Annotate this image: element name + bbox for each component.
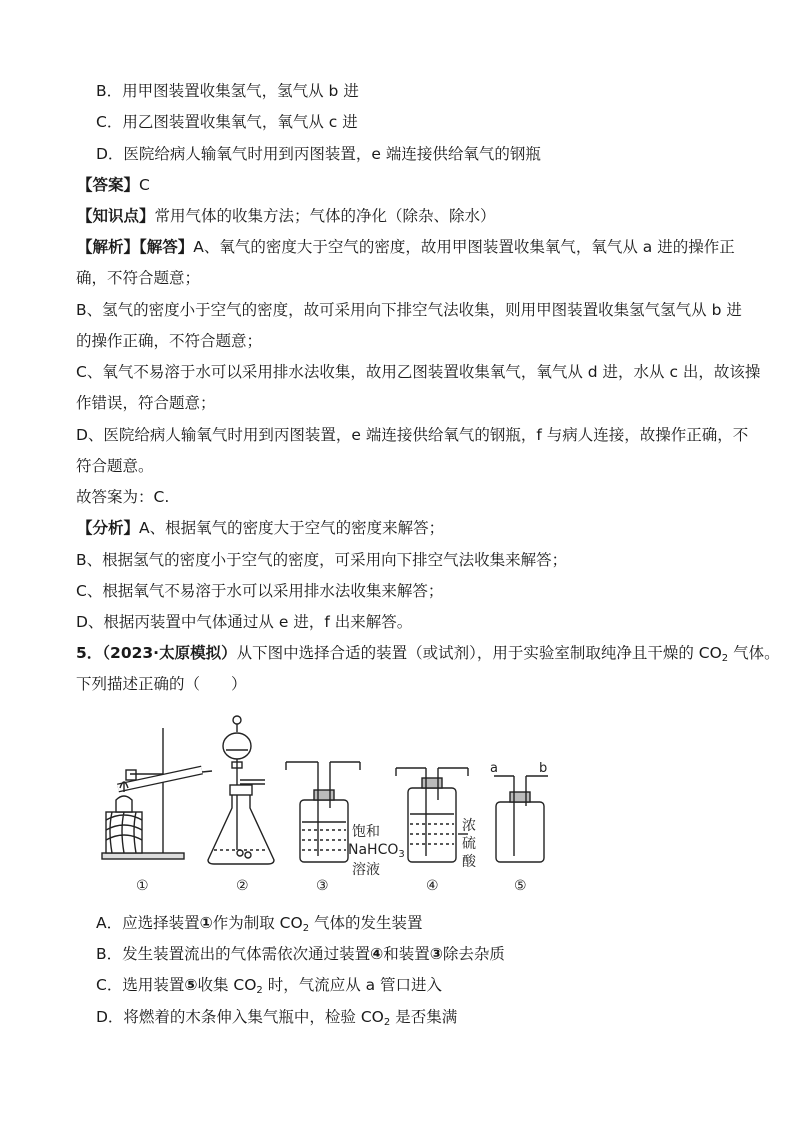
explanation-line-7: D、医院给病人输氧气时用到丙图装置，e 端连接供给氧气的钢瓶，f 与病人连接，故操作正确，不 (76, 426, 749, 444)
port-b-label: b (539, 761, 548, 776)
label-nahco3: NaHCO$_3$ (348, 842, 405, 860)
question-stem-subscript: 2 (721, 653, 729, 664)
explanation-line-1 (77, 236, 735, 258)
option-b: B．用甲图装置收集氢气，氢气从 b 进 (96, 82, 359, 100)
final-answer: 故答案为：C. (76, 488, 170, 506)
device-2-number: ② (236, 878, 249, 894)
device-1-heating-apparatus (102, 728, 212, 859)
explanation-line-8: 符合题意。 (76, 457, 154, 475)
knowledge-point-line (77, 205, 496, 227)
q5-option-b: B．发生装置流出的气体需依次通过装置④和装置③除去杂质 (96, 945, 505, 963)
knowledge-point-text: 常用气体的收集方法；气体的净化（除杂、除水） (154, 207, 496, 225)
question-number: 5． (76, 644, 103, 662)
q5-option-a: A．应选择装置①作为制取 $CO_2$ 气体的发生装置 (96, 914, 423, 934)
explanation-text-1: A、氧气的密度大于空气的密度，故用甲图装置收集氧气，氧气从 a 进的操作正 (193, 238, 735, 256)
analysis-line-2: B、根据氢气的密度小于空气的密度，可采用向下排空气法收集来解答； (76, 551, 568, 569)
device-4-drying-bottle (396, 768, 468, 862)
question-5-stem-line-2: 下列描述正确的（ ） (76, 675, 247, 693)
label-saturated: 饱和 (352, 824, 380, 840)
explanation-line-3: B、氢气的密度小于空气的密度，故可采用向下排空气法收集，则用甲图装置收集氢气氢气从 b 进 (76, 301, 742, 319)
label-sulfuric: 硫 (462, 836, 476, 852)
label-solution: 溶液 (352, 862, 380, 878)
q5-option-c: C．选用装置⑤收集 $CO_2$ 时，气流应从 a 管口进入 (96, 976, 443, 996)
answer-value: C (139, 176, 150, 194)
device-1-number: ① (136, 878, 149, 894)
device-4-number: ④ (426, 878, 439, 894)
analysis-line-1 (77, 517, 444, 539)
explanation-line-5: C、氧气不易溶于水可以采用排水法收集，故用乙图装置收集氧气，氧气从 d 进，水从 c 出，故该操 (76, 363, 761, 381)
question-stem-text: 从下图中选择合适的装置（或试剂），用于实验室制取纯净且干燥的 CO (236, 644, 722, 662)
answer-tag: 【答案】 (77, 176, 140, 194)
q5-option-d: D．将燃着的木条伸入集气瓶中，检验 $CO_2$ 是否集满 (96, 1008, 458, 1028)
explanation-line-6: 作错误，符合题意； (76, 394, 216, 412)
option-d: D．医院给病人输氧气时用到丙图装置，e 端连接供给氧气的钢瓶 (96, 145, 541, 163)
option-c: C．用乙图装置收集氧气，氧气从 c 进 (96, 113, 358, 131)
question-stem-end: 气体。 (728, 644, 780, 662)
question-5-stem-line-1 (76, 642, 780, 664)
label-conc: 浓 (462, 818, 476, 834)
answer-line (77, 174, 150, 196)
explanation-line-2: 确，不符合题意； (76, 269, 201, 287)
device-2-generator (208, 716, 274, 864)
analysis-text-1: A、根据氧气的密度大于空气的密度来解答； (139, 519, 445, 537)
analysis-line-3: C、根据氧气不易溶于水可以采用排水法收集来解答； (76, 582, 444, 600)
explanation-line-4: 的操作正确，不符合题意； (76, 332, 263, 350)
label-acid: 酸 (462, 854, 476, 870)
analysis-tag: 【分析】 (77, 519, 140, 537)
question-source: （2023·太原模拟） (102, 644, 237, 662)
knowledge-point-tag: 【知识点】 (77, 207, 155, 225)
analysis-line-4: D、根据丙装置中气体通过从 e 进，f 出来解答。 (76, 613, 413, 631)
apparatus-figure (90, 710, 570, 900)
device-5-number: ⑤ (514, 878, 527, 894)
device-5-collecting-bottle (494, 776, 548, 862)
explanation-tag: 【解析】【解答】 (77, 238, 194, 256)
device-3-number: ③ (316, 878, 329, 894)
port-a-label: a (490, 761, 498, 776)
